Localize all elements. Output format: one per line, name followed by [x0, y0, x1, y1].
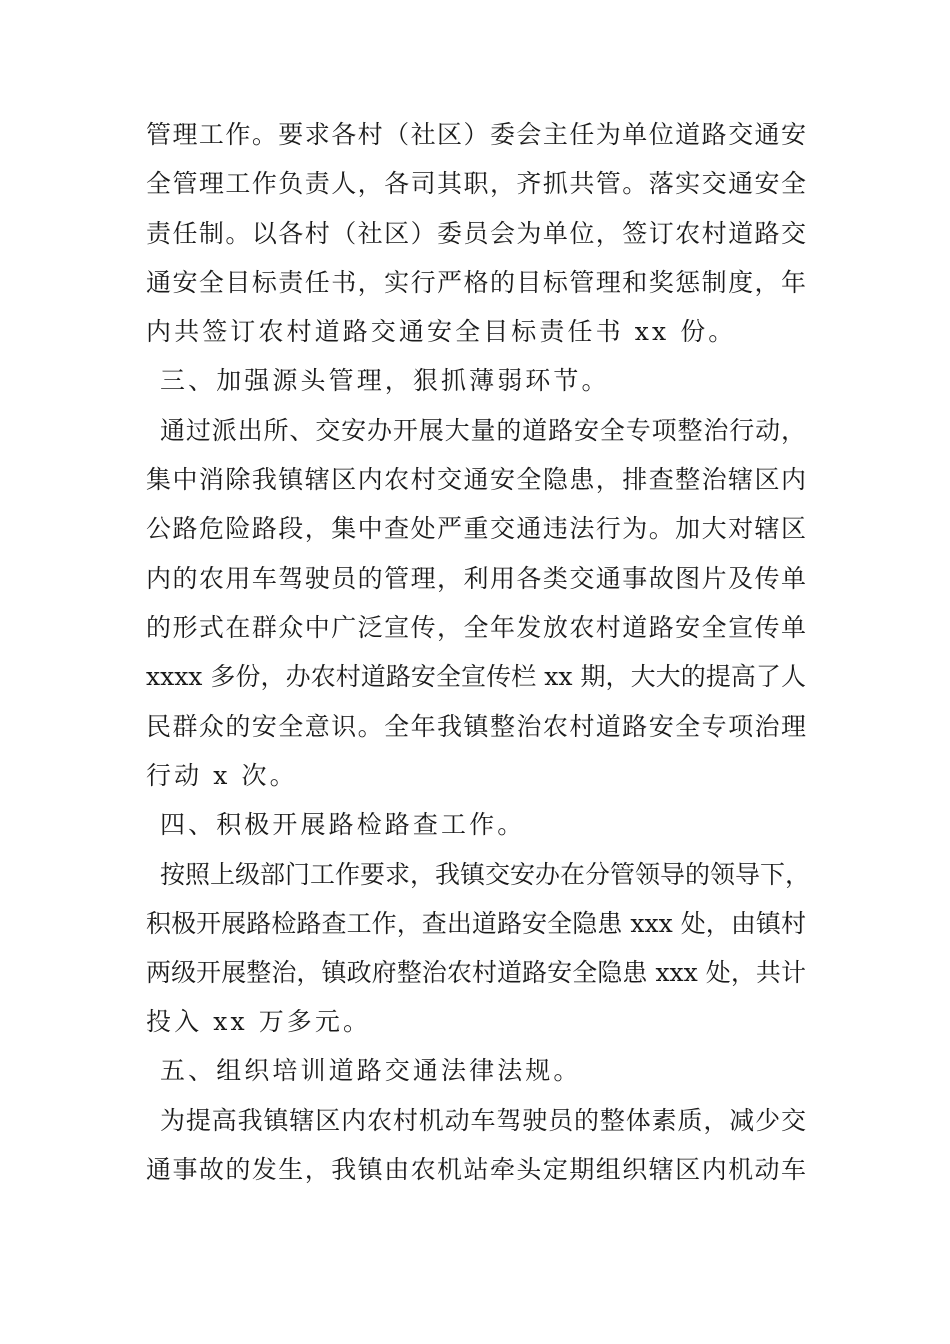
- text-line: 行动 x 次。: [146, 761, 298, 790]
- text-line: 按照上级部门工作要求，我镇交安办在分管领导的领导下，: [160, 860, 811, 889]
- text-line: 内共签订农村道路交通安全目标责任书 xx 份。: [146, 317, 737, 346]
- text-line: 民群众的安全意识。全年我镇整治农村道路安全专项治理: [146, 712, 806, 741]
- text-line: 积极开展路检路查工作，查出道路安全隐患 xxx 处，由镇村: [146, 909, 806, 938]
- text-line: 公路危险路段，集中查处严重交通违法行为。加大对辖区: [146, 514, 806, 543]
- text-line: 的形式在群众中广泛宣传，全年发放农村道路安全宣传单: [146, 613, 806, 642]
- text-line: 通过派出所、交安办开展大量的道路安全专项整治行动，: [160, 416, 806, 445]
- text-line: 集中消除我镇辖区内农村交通安全隐患，排查整治辖区内: [146, 465, 806, 494]
- text-line: 投入 xx 万多元。: [146, 1007, 372, 1036]
- text-line: xxxx 多份，办农村道路安全宣传栏 xx 期，大大的提高了人: [146, 662, 806, 691]
- text-line: 五、组织培训道路交通法律法规。: [160, 1056, 582, 1085]
- text-line: 通事故的发生，我镇由农机站牵头定期组织辖区内机动车: [146, 1155, 806, 1184]
- text-line: 为提高我镇辖区内农村机动车驾驶员的整体素质，减少交: [160, 1106, 806, 1135]
- text-line: 两级开展整治，镇政府整治农村道路安全隐患 xxx 处，共计: [146, 958, 806, 987]
- text-line: 管理工作。要求各村（社区）委会主任为单位道路交通安: [146, 120, 806, 149]
- text-line: 三、加强源头管理，狠抓薄弱环节。: [160, 366, 610, 395]
- text-line: 全管理工作负责人，各司其职，齐抓共管。落实交通安全: [146, 169, 806, 198]
- text-line: 四、积极开展路检路查工作。: [160, 810, 526, 839]
- text-line: 责任制。以各村（社区）委员会为单位，签订农村道路交: [146, 219, 806, 248]
- text-line: 内的农用车驾驶员的管理，利用各类交通事故图片及传单: [146, 564, 806, 593]
- text-line: 通安全目标责任书，实行严格的目标管理和奖惩制度，年: [146, 268, 806, 297]
